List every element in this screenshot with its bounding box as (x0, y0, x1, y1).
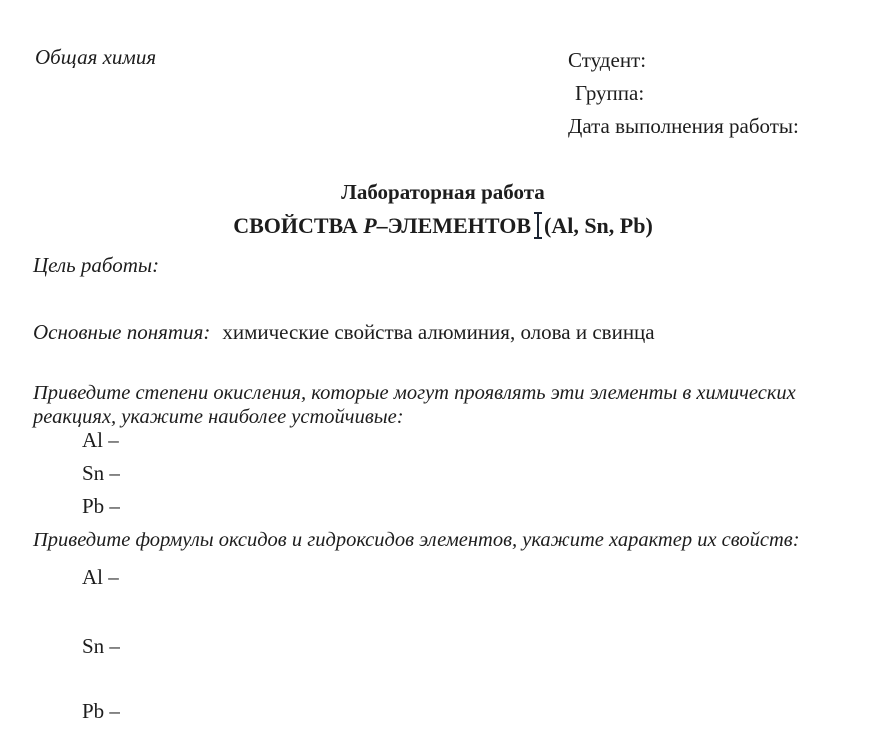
concepts-label: Основные понятия: (33, 320, 211, 344)
oxidation-states-list (82, 428, 120, 527)
course-title: Общая химия (35, 45, 157, 69)
question-oxides-hydroxides: Приведите формулы оксидов и гидроксидов элементов, укажите характер их свойств: (33, 529, 800, 551)
concepts-line (33, 320, 655, 345)
subheading-element-list: (Al, Sn, Pb) (544, 213, 653, 238)
lab-work-heading: Лабораторная работа (341, 180, 545, 204)
question-oxidation-states: Приведите степени окисления, которые могут проявлять эти элементы в химических реакциях, укажите наиболее устойчивые: (33, 382, 796, 428)
oxides-item-pb: Pb – (82, 699, 120, 723)
subheading-prefix: СВОЙСТВА (233, 213, 364, 238)
subheading-elements-word: –ЭЛЕМЕНТОВ (376, 213, 531, 238)
concepts-text: химические свойства алюминия, олова и свинца (222, 320, 655, 344)
student-info-block (568, 44, 799, 143)
list-item-sn: Sn – (82, 461, 120, 485)
group-label: Группа: (575, 81, 645, 105)
subheading-p-letter: P (363, 213, 377, 238)
goal-label: Цель работы: (33, 253, 160, 277)
date-label: Дата выполнения работы: (568, 114, 799, 138)
oxides-item-sn: Sn – (82, 634, 120, 658)
list-item-pb: Pb – (82, 494, 120, 518)
list-item-al: Al – (82, 428, 119, 452)
text-cursor-icon (533, 212, 543, 239)
lab-work-subheading (0, 212, 886, 239)
oxides-item-al: Al – (82, 565, 119, 589)
student-label: Студент: (568, 48, 647, 72)
